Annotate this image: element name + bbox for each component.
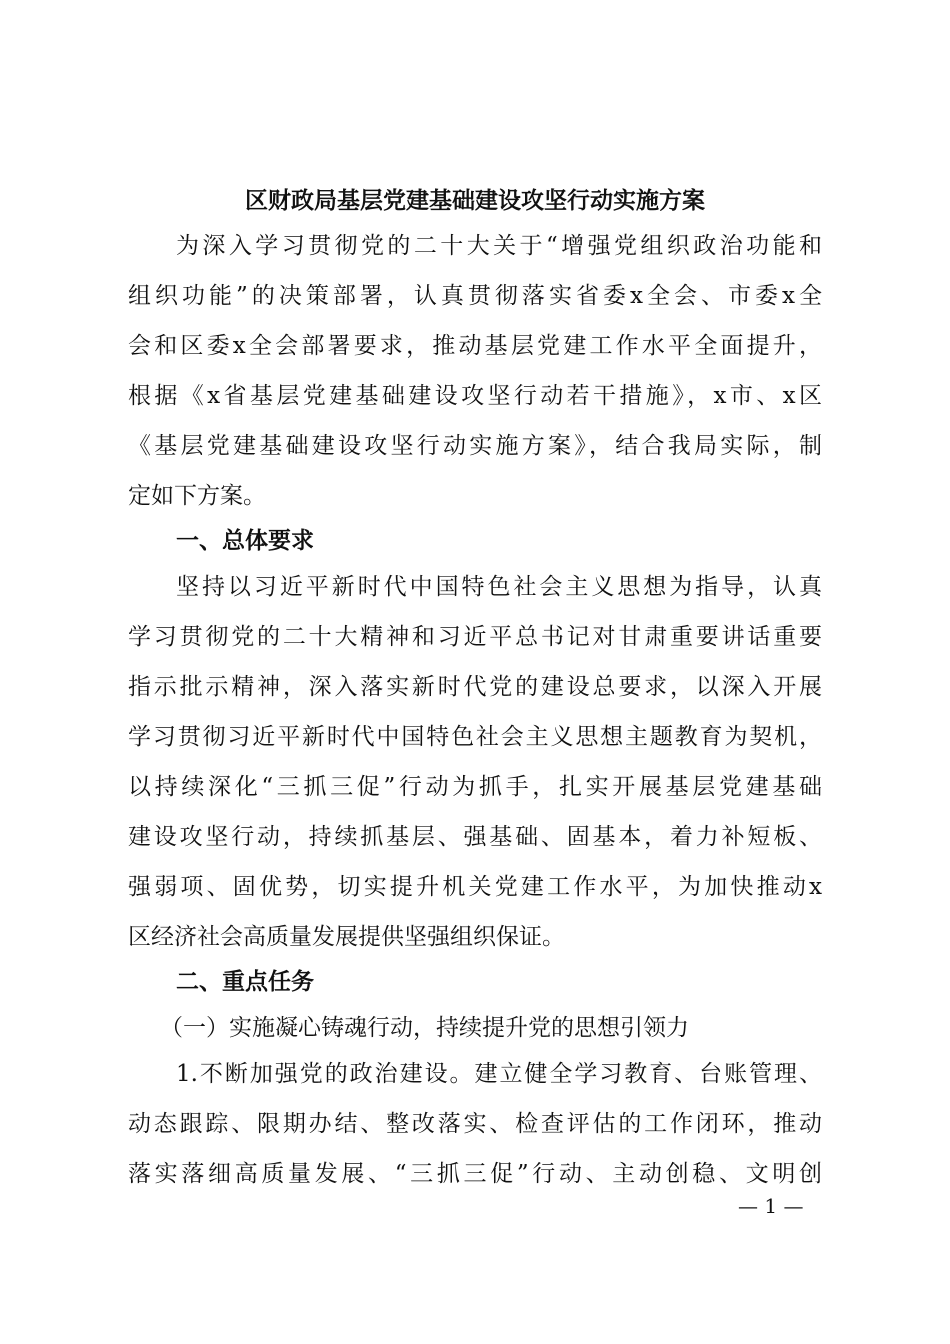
paragraph-line: 为深入学习贯彻党的二十大关于“增强党组织政治功能和 [176, 233, 822, 259]
paragraph-line: 组织功能”的决策部署，认真贯彻落实省委x全会、市委x全 [128, 283, 822, 309]
paragraph-line: 根据《x省基层党建基础建设攻坚行动若干措施》，x市、x区 [128, 383, 822, 409]
paragraph-line: 1.不断加强党的政治建设。建立健全学习教育、台账管理、 [176, 1061, 822, 1087]
paragraph-line: 落实落细高质量发展、“三抓三促”行动、主动创稳、文明创 [128, 1161, 822, 1187]
paragraph-line: 强弱项、固优势，切实提升机关党建工作水平，为加快推动x [128, 874, 822, 900]
paragraph-line: 以持续深化“三抓三促”行动为抓手，扎实开展基层党建基础 [128, 774, 822, 800]
document-title: 区财政局基层党建基础建设攻坚行动实施方案 [245, 187, 705, 214]
paragraph-line: 指示批示精神，深入落实新时代党的建设总要求，以深入开展 [128, 674, 822, 700]
paragraph-line: 建设攻坚行动，持续抓基层、强基础、固基本，着力补短板、 [128, 824, 822, 850]
section-heading: 二、重点任务 [176, 969, 314, 995]
paragraph-line: 动态跟踪、限期办结、整改落实、检查评估的工作闭环，推动 [128, 1111, 822, 1137]
paragraph-line: 会和区委x全会部署要求，推动基层党建工作水平全面提升， [128, 333, 822, 359]
page-number: — 1 — [738, 1194, 804, 1218]
subsection-heading: （一）实施凝心铸魂行动，持续提升党的思想引领力 [160, 1015, 689, 1041]
paragraph-line: 《基层党建基础建设攻坚行动实施方案》，结合我局实际，制 [128, 433, 822, 459]
section-heading: 一、总体要求 [176, 528, 314, 554]
paragraph-line: 学习贯彻党的二十大精神和习近平总书记对甘肃重要讲话重要 [128, 624, 822, 650]
paragraph-line: 坚持以习近平新时代中国特色社会主义思想为指导，认真 [176, 574, 822, 600]
paragraph-line: 区经济社会高质量发展提供坚强组织保证。 [128, 924, 565, 950]
paragraph-line: 定如下方案。 [128, 483, 266, 509]
paragraph-line: 学习贯彻习近平新时代中国特色社会主义思想主题教育为契机， [128, 724, 822, 750]
